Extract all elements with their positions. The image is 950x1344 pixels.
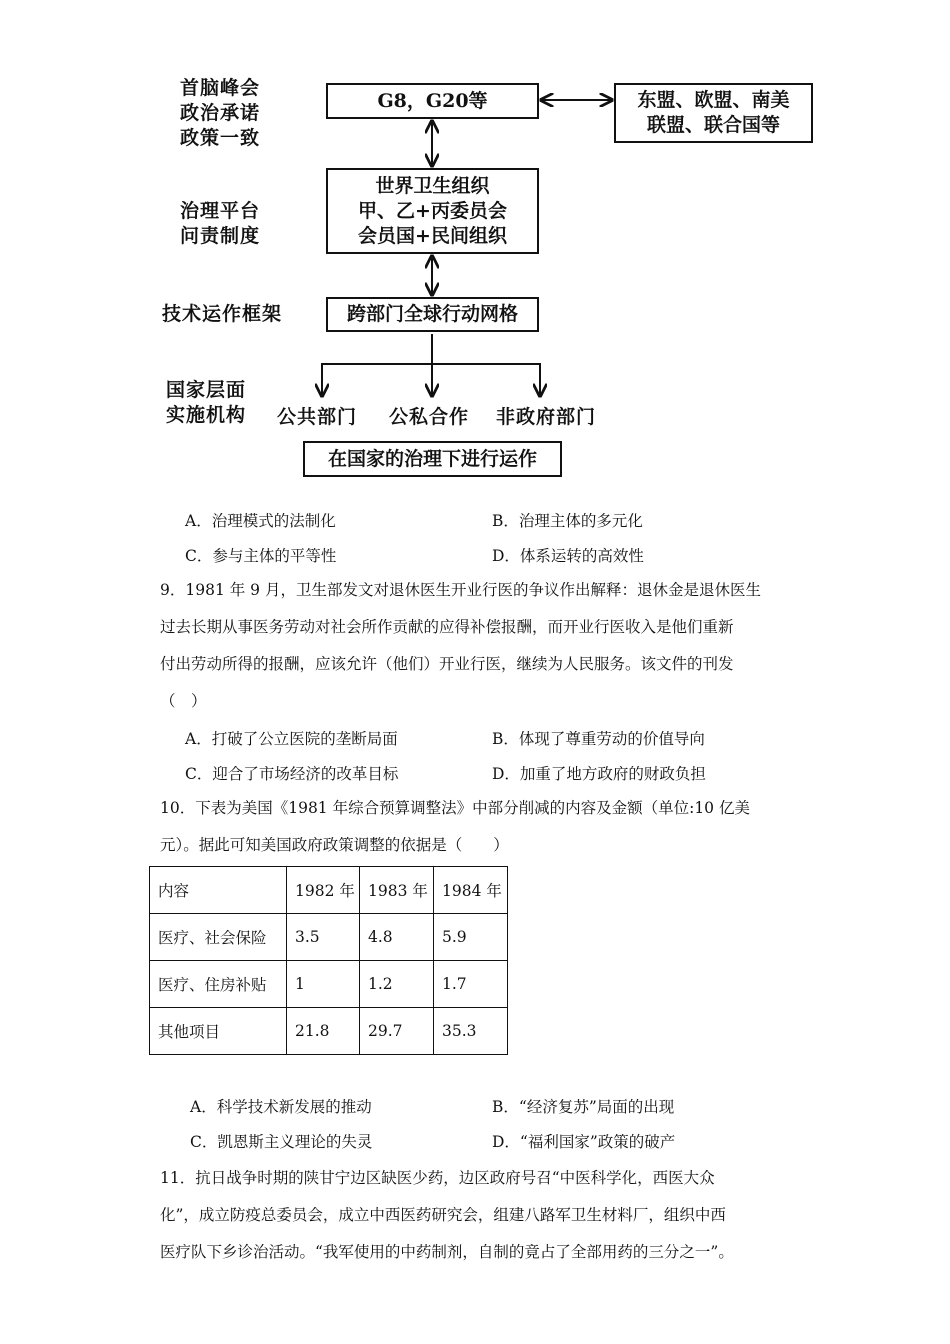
summit-label: 首脑峰会 政治承诺 政策一致 <box>180 77 261 149</box>
table-header-cell: 1982 年 <box>287 867 360 914</box>
q9-stem: 9．1981 年 9 月，卫生部发文对退休医生开业行医的争议作出解释：退休金是退休医生 过去长期从事医务劳动对社会所作贡献的应得补偿报酬，而开业行医收入是他们重新 付出劳动所得的报酬，应该允许（他们）开业行医，继续为人民服务。该文件的刊发 （ ） <box>160 581 761 710</box>
ngo-sector-label: 非政府部门 <box>496 406 597 428</box>
q8-option-b: B．治理主体的多元化 <box>492 512 643 530</box>
diagram-arrows <box>0 0 950 500</box>
budget-table <box>149 866 508 1055</box>
table-header-cell: 1984 年 <box>434 867 508 914</box>
table-cell: 35.3 <box>434 1008 508 1055</box>
q9-option-c: C．迎合了市场经济的改革目标 <box>185 765 399 783</box>
who-box: 世界卫生组织 甲、乙+丙委员会 会员国+民间组织 <box>326 168 539 254</box>
action-network-box: 跨部门全球行动网格 <box>326 297 539 332</box>
platform-label: 治理平台 问责制度 <box>180 200 261 247</box>
q8-option-c: C．参与主体的平等性 <box>185 547 337 565</box>
table-cell: 1.7 <box>434 961 508 1008</box>
public-private-label: 公私合作 <box>389 406 470 428</box>
table-cell: 3.5 <box>287 914 360 961</box>
q10-option-b: B．“经济复苏”局面的出现 <box>492 1098 675 1116</box>
public-sector-label: 公共部门 <box>277 406 358 428</box>
q11-stem: 11．抗日战争时期的陕甘宁边区缺医少药，边区政府号召“中医科学化，西医大众 化”，成立防疫总委员会，成立中西医药研究会，组建八路军卫生材料厂，组织中西 医疗队下乡诊治活动。“我军使用的中药制剂，自制的竟占了全部用药的三分之一”。 <box>160 1169 734 1261</box>
table-cell: 4.8 <box>360 914 434 961</box>
q9-option-d: D．加重了地方政府的财政负担 <box>492 765 706 783</box>
table-cell: 29.7 <box>360 1008 434 1055</box>
table-header-row <box>150 867 508 914</box>
table-cell: 医疗、社会保险 <box>150 914 287 961</box>
table-cell: 5.9 <box>434 914 508 961</box>
table-cell: 其他项目 <box>150 1008 287 1055</box>
q9-option-a: A．打破了公立医院的垄断局面 <box>185 730 398 748</box>
table-row <box>150 1008 508 1055</box>
q10-option-c: C．凯恩斯主义理论的失灵 <box>190 1133 373 1151</box>
q10-option-a: A．科学技术新发展的推动 <box>190 1098 372 1116</box>
table-cell: 21.8 <box>287 1008 360 1055</box>
table-cell: 医疗、住房补贴 <box>150 961 287 1008</box>
tech-framework-label: 技术运作框架 <box>162 303 283 325</box>
table-header-cell: 内容 <box>150 867 287 914</box>
regional-orgs-box: 东盟、欧盟、南美 联盟、联合国等 <box>614 83 813 143</box>
g8-g20-box: G8，G20等 <box>326 83 539 119</box>
national-governance-box: 在国家的治理下进行运作 <box>303 441 562 477</box>
q10-option-d: D．“福利国家”政策的破产 <box>492 1133 676 1151</box>
q8-option-a: A．治理模式的法制化 <box>185 512 336 530</box>
table-cell: 1.2 <box>360 961 434 1008</box>
table-row <box>150 914 508 961</box>
q9-option-b: B．体现了尊重劳动的价值导向 <box>492 730 705 748</box>
national-level-label: 国家层面 实施机构 <box>166 379 247 426</box>
table-header-cell: 1983 年 <box>360 867 434 914</box>
q10-stem: 10．下表为美国《1981 年综合预算调整法》中部分削减的内容及金额（单位:10 亿美 元）。据此可知美国政府政策调整的依据是（ ） <box>160 799 750 854</box>
table-row <box>150 961 508 1008</box>
q8-option-d: D．体系运转的高效性 <box>492 547 644 565</box>
table-cell: 1 <box>287 961 360 1008</box>
